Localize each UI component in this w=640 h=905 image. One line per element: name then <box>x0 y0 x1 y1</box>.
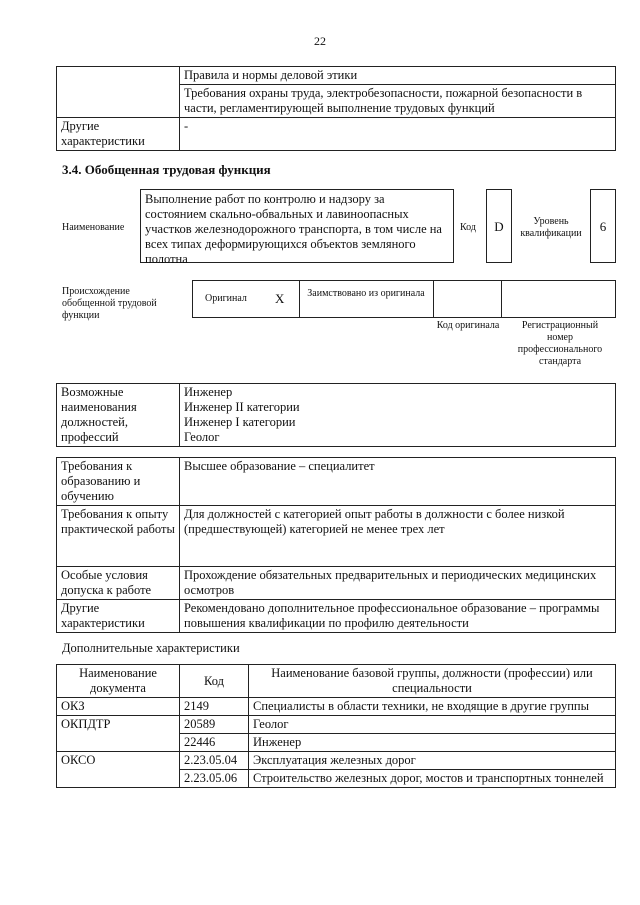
doc-cell <box>57 734 180 752</box>
name-cell: Геолог <box>249 716 616 734</box>
row-value: Правила и нормы деловой этики <box>180 67 616 85</box>
row-label: Возможные наименования должностей, профессий <box>57 384 180 447</box>
divider <box>299 280 300 318</box>
function-name-box: Выполнение работ по контролю и надзору за состоянием скально-обвальных и лавиноопасных участков железнодорожного транспорта, в том числе на всех типах деформирующихся объектов земляного полотна <box>140 189 454 263</box>
divider <box>433 280 434 318</box>
row-value: Рекомендовано дополнительное профессиональное образование – программы повышения квалификации по профилю деятельности <box>180 600 616 633</box>
code-cell: 2.23.05.04 <box>180 752 249 770</box>
code-caption: Код оригинала <box>436 320 500 331</box>
row-label: Другие характеристики <box>57 600 180 633</box>
row-value: Высшее образование – специалитет <box>180 458 616 506</box>
name-cell: Эксплуатация железных дорог <box>249 752 616 770</box>
header-cell: Код <box>180 665 249 698</box>
reg-caption: Регистрационный номер профессионального стандарта <box>517 320 603 367</box>
row-label: Особые условия допуска к работе <box>57 567 180 600</box>
requirements-table <box>56 457 616 633</box>
code-cell: 20589 <box>180 716 249 734</box>
row-label: Требования к опыту практической работы <box>57 506 180 567</box>
table-row <box>57 567 616 600</box>
table-row <box>57 506 616 567</box>
name-label: Наименование <box>62 222 125 233</box>
name-cell: Инженер <box>249 734 616 752</box>
code-value-box: D <box>486 189 512 263</box>
doc-cell: ОКСО <box>57 752 180 770</box>
table-row <box>57 85 616 118</box>
row-label <box>57 85 180 118</box>
header-cell: Наименование документа <box>57 665 180 698</box>
table-row <box>57 600 616 633</box>
section-title: 3.4. Обобщенная трудовая функция <box>62 162 271 177</box>
table-row <box>57 67 616 85</box>
table-row <box>57 118 616 151</box>
level-value-box: 6 <box>590 189 616 263</box>
additional-title: Дополнительные характеристики <box>62 641 240 655</box>
code-cell: 2149 <box>180 698 249 716</box>
origin-box <box>192 280 616 318</box>
table-header-row <box>57 665 616 698</box>
list-item: Геолог <box>184 430 220 444</box>
row-label: Требования к образованию и обучению <box>57 458 180 506</box>
table-row <box>57 734 616 752</box>
row-value: Прохождение обязательных предварительных и периодических медицинских осмотров <box>180 567 616 600</box>
original-label: Оригинал <box>205 293 247 304</box>
row-value: - <box>180 118 616 151</box>
table-row <box>57 752 616 770</box>
doc-cell: ОКПДТР <box>57 716 180 734</box>
header-cell: Наименование базовой группы, должности (профессии) или специальности <box>249 665 616 698</box>
list-item: Инженер <box>184 385 233 399</box>
row-label <box>57 67 180 85</box>
code-cell: 22446 <box>180 734 249 752</box>
row-value: Для должностей с категорией опыт работы в должности с более низкой (предшествующей) категорией не менее трех лет <box>180 506 616 567</box>
origin-label: Происхождение обобщенной трудовой функции <box>62 286 157 321</box>
page-number: 22 <box>314 34 326 48</box>
doc-cell: ОКЗ <box>57 698 180 716</box>
additional-table <box>56 664 616 788</box>
top-characteristics-table <box>56 66 616 151</box>
positions-table <box>56 383 616 447</box>
borrowed-label: Заимствовано из оригинала <box>307 288 425 299</box>
name-cell: Специалисты в области техники, не входящие в другие группы <box>249 698 616 716</box>
positions-list <box>180 384 616 447</box>
row-label: Другие характеристики <box>57 118 180 151</box>
table-row <box>57 770 616 788</box>
list-item: Инженер II категории <box>184 400 300 414</box>
code-label: Код <box>460 222 476 233</box>
divider <box>501 280 502 318</box>
name-cell: Строительство железных дорог, мостов и транспортных тоннелей <box>249 770 616 788</box>
row-value: Требования охраны труда, электробезопасности, пожарной безопасности в части, регламентирующей выполнение трудовых функций <box>180 85 616 118</box>
doc-cell <box>57 770 180 788</box>
table-row <box>57 716 616 734</box>
original-mark: X <box>275 291 285 306</box>
table-row <box>57 698 616 716</box>
list-item: Инженер I категории <box>184 415 296 429</box>
level-label: Уровень квалификации <box>520 216 582 239</box>
table-row <box>57 384 616 447</box>
code-cell: 2.23.05.06 <box>180 770 249 788</box>
table-row <box>57 458 616 506</box>
